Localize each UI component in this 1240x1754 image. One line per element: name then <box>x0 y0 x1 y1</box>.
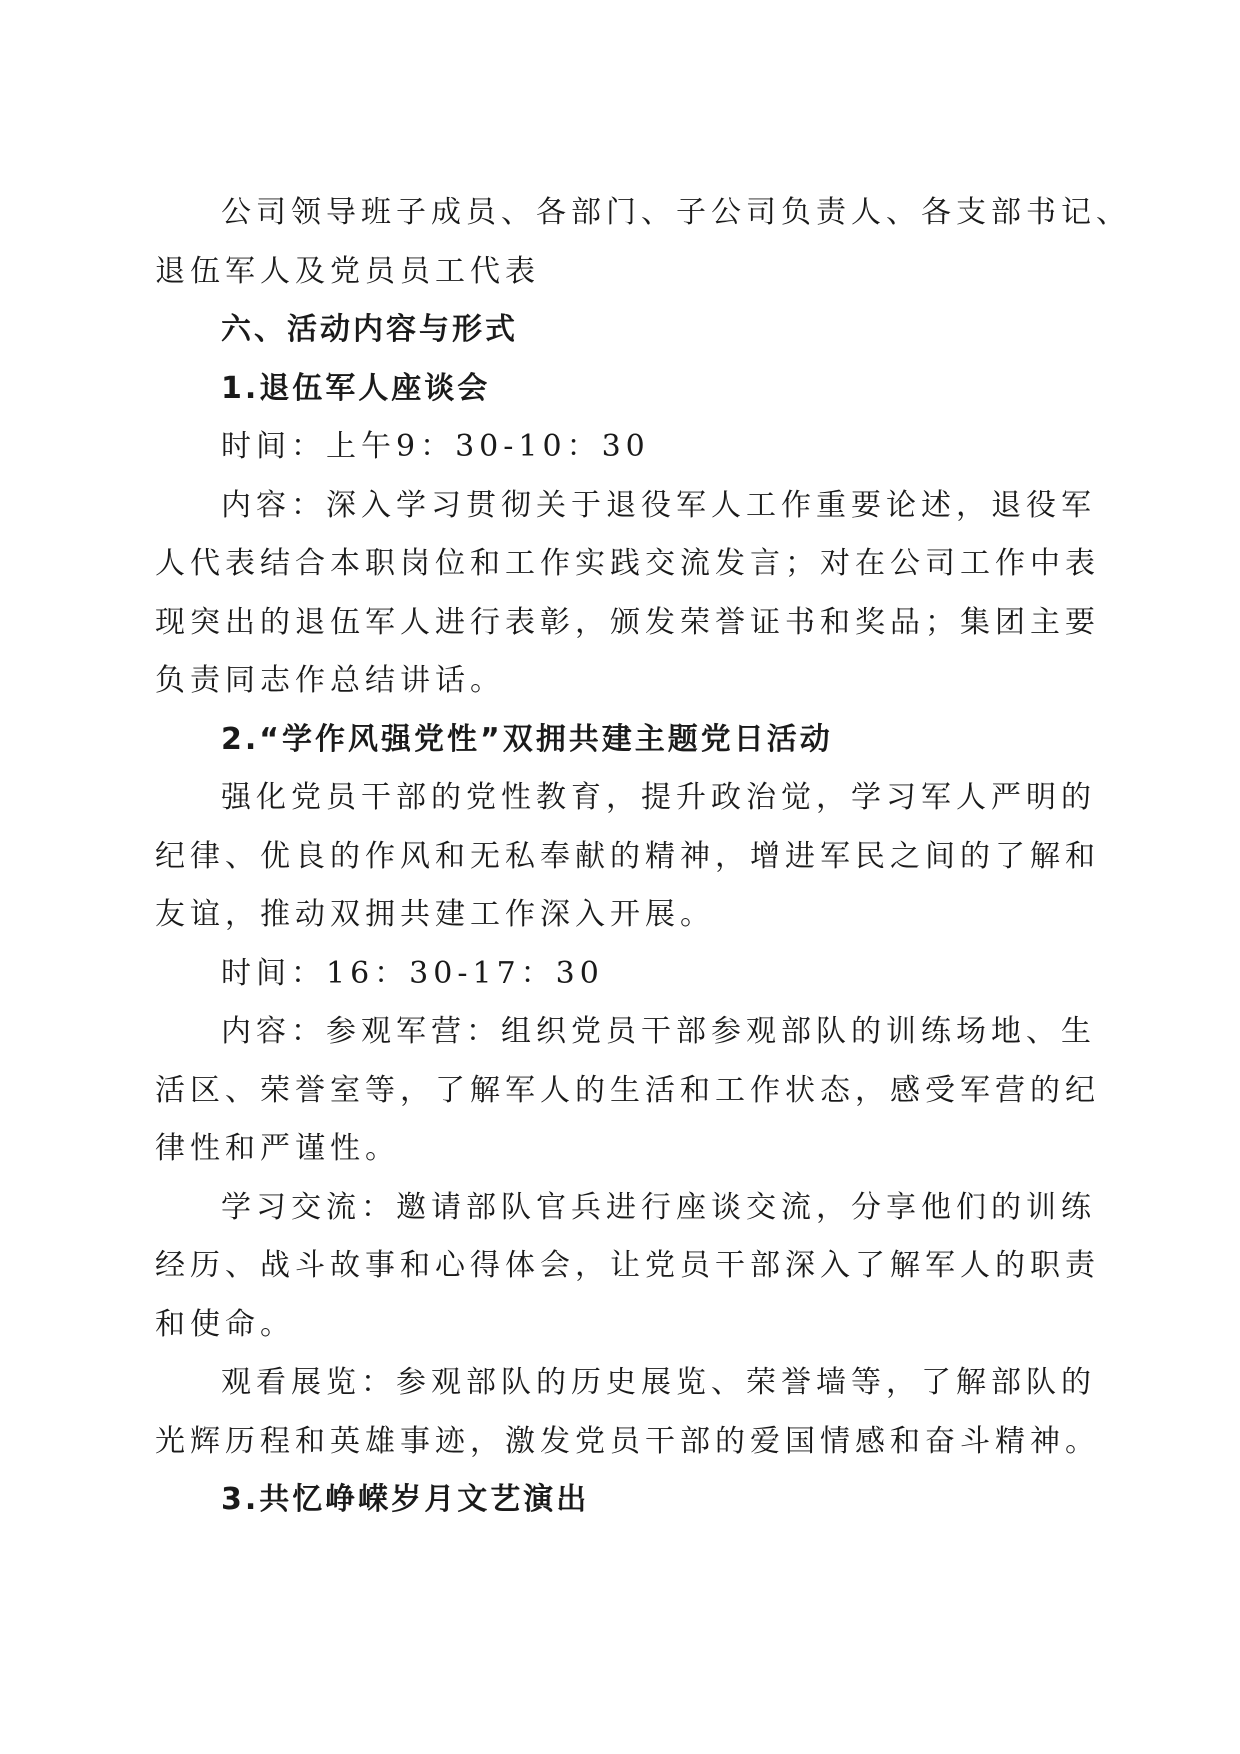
item-2-visit-line-3: 律性和严谨性。 <box>155 1131 400 1166</box>
attendees-line-2: 退伍军人及党员员工代表 <box>155 253 540 289</box>
item-2-title: 2.“学作风强党性”双拥共建主题党日活动 <box>221 721 833 757</box>
item-1-content-line-2: 人代表结合本职岗位和工作实践交流发言；对在公司工作中表 <box>155 546 1100 581</box>
item-2-time: 时间：16：30-17：30 <box>221 955 604 991</box>
item-2-exchange-line-3: 和使命。 <box>155 1306 295 1342</box>
item-1-content-line-4: 负责同志作总结讲话。 <box>155 663 505 698</box>
item-2-exchange-line-1: 学习交流：邀请部队官兵进行座谈交流，分享他们的训练 <box>221 1189 1096 1225</box>
item-2-exhibit-line-1: 观看展览：参观部队的历史展览、荣誉墙等，了解部队的 <box>221 1365 1096 1400</box>
item-2-exhibit-line-2: 光辉历程和英雄事迹，激发党员干部的爱国情感和奋斗精神。 <box>155 1423 1100 1459</box>
item-1-content-line-3: 现突出的退伍军人进行表彰，颁发荣誉证书和奖品；集团主要 <box>155 604 1100 640</box>
item-2-intro-line-3: 友谊，推动双拥共建工作深入开展。 <box>155 897 715 932</box>
item-1-title: 1.退伍军人座谈会 <box>221 370 491 406</box>
attendees-line-1: 公司领导班子成员、各部门、子公司负责人、各支部书记、 <box>221 195 1131 230</box>
item-1-time: 时间：上午9：30-10：30 <box>221 429 650 464</box>
item-3-title: 3.共忆峥嵘岁月文艺演出 <box>221 1482 590 1517</box>
item-2-intro-line-2: 纪律、优良的作风和无私奉献的精神，增进军民之间的了解和 <box>155 838 1100 874</box>
section-6-title: 六、活动内容与形式 <box>221 312 518 347</box>
item-2-intro-line-1: 强化党员干部的党性教育，提升政治觉，学习军人严明的 <box>221 780 1096 815</box>
item-2-visit-line-2: 活区、荣誉室等，了解军人的生活和工作状态，感受军营的纪 <box>155 1072 1100 1108</box>
item-2-visit-line-1: 内容：参观军营：组织党员干部参观部队的训练场地、生 <box>221 1014 1096 1049</box>
document-body <box>155 184 1131 1530</box>
item-2-exchange-line-2: 经历、战斗故事和心得体会，让党员干部深入了解军人的职责 <box>155 1248 1100 1283</box>
item-1-content-line-1: 内容：深入学习贯彻关于退役军人工作重要论述，退役军 <box>221 487 1096 523</box>
